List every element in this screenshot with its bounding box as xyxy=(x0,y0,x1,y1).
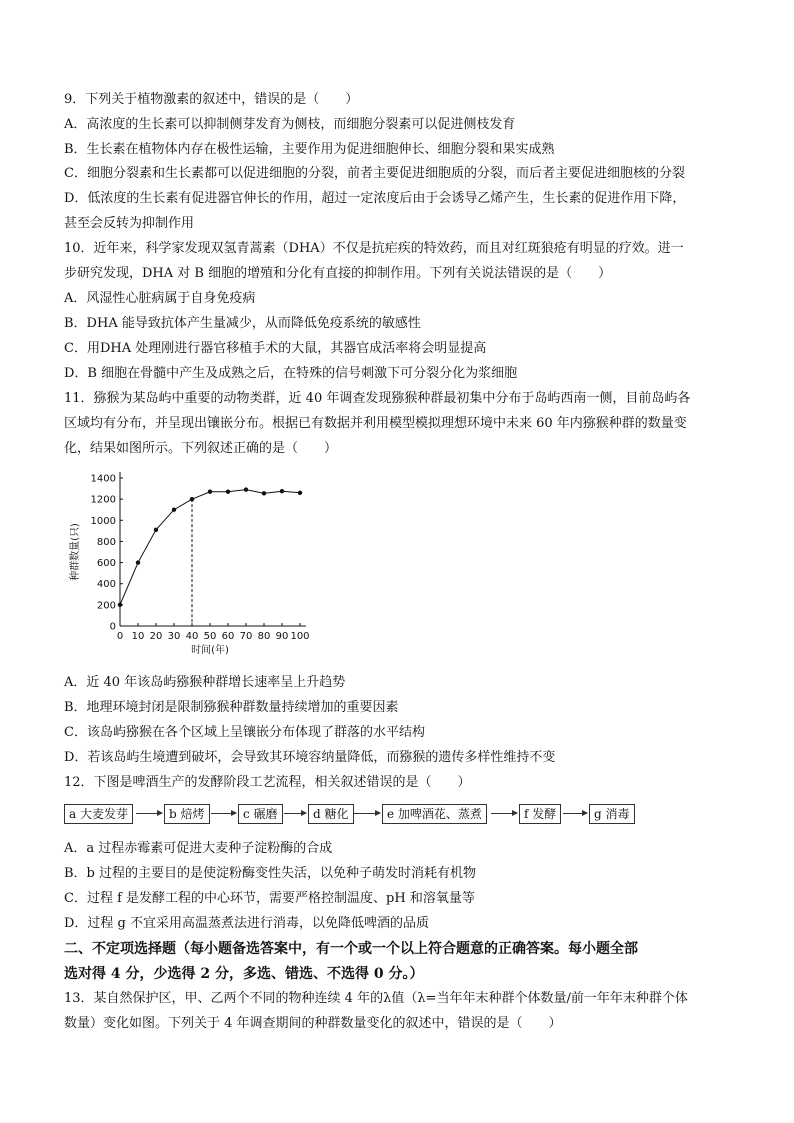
chart-marks xyxy=(118,487,302,626)
x-tick-label: 10 xyxy=(131,631,145,642)
q9-stem: 9．下列关于植物激素的叙述中，错误的是（ ） xyxy=(64,92,359,107)
x-tick-label: 20 xyxy=(149,631,163,642)
chart-x-axis-label: 时间(年) xyxy=(191,645,229,656)
q9-option-d-cont: 甚至会反转为抑制作用 xyxy=(64,216,195,231)
q10-stem-line1: 10．近年来，科学家发现双氢青蒿素（DHA）不仅是抗疟疾的特效药，而且对红斑狼疮有明显的疗效。进一 xyxy=(64,241,684,256)
section2-heading-line1: 二、不定项选择题（每小题备选答案中，有一个或一个以上符合题意的正确答案。每小题全部 xyxy=(64,941,638,957)
x-tick-label: 70 xyxy=(239,631,253,642)
q11-option-a: A．近 40 年该岛屿猕猴种群增长速率呈上升趋势 xyxy=(64,675,346,690)
series-line xyxy=(120,490,300,605)
q12-option-d: D．过程 g 不宜采用高温蒸煮法进行消毒，以免降低啤酒的品质 xyxy=(64,916,430,931)
data-point xyxy=(172,508,176,512)
x-tick-label: 100 xyxy=(290,631,310,642)
y-tick-label: 1200 xyxy=(90,494,116,506)
y-tick-label: 0 xyxy=(109,621,116,633)
y-tick-label: 1000 xyxy=(90,515,116,527)
x-tick-label: 90 xyxy=(275,631,289,642)
flow-step-c: c 碾磨 xyxy=(238,804,283,824)
flow-arrow xyxy=(211,813,236,814)
data-point xyxy=(244,487,248,491)
x-tick-label: 40 xyxy=(185,631,199,642)
x-tick-label: 0 xyxy=(116,631,124,642)
population-line-chart xyxy=(64,466,324,666)
q12-option-a: A．a 过程赤霉素可促进大麦种子淀粉酶的合成 xyxy=(64,841,333,856)
flow-arrow xyxy=(136,813,162,814)
y-tick-label: 400 xyxy=(96,579,116,591)
x-tick-label: 80 xyxy=(257,631,271,642)
flow-step-f: f 发酵 xyxy=(519,804,561,824)
q9-option-d: D．低浓度的生长素有促进器官伸长的作用，超过一定浓度后由于会诱导乙烯产生，生长素的促进作用下降， xyxy=(64,191,686,206)
flow-step-a: a 大麦发芽 xyxy=(64,804,133,824)
data-point xyxy=(208,490,212,494)
x-tick-label: 30 xyxy=(167,631,181,642)
q12-option-b: B．b 过程的主要目的是使淀粉酶变性失活，以免种子萌发时消耗有机物 xyxy=(64,866,477,881)
flow-arrow xyxy=(491,813,517,814)
q13-stem-line1: 13．某自然保护区，甲、乙两个不同的物种连续 4 年的λ值（λ=当年年末种群个体数量/前一年年末种群个体 xyxy=(64,991,688,1006)
q10-option-d: D．B 细胞在骨髓中产生及成熟之后，在特殊的信号刺激下可分裂分化为浆细胞 xyxy=(64,366,518,381)
chart-y-axis-label: 种群数量(只) xyxy=(70,523,81,581)
q9-option-a: A．高浓度的生长素可以抑制侧芽发育为侧枝，而细胞分裂素可以促进侧枝发育 xyxy=(64,117,516,132)
data-point xyxy=(262,491,266,495)
data-point xyxy=(190,497,194,501)
x-tick-label: 60 xyxy=(221,631,235,642)
q11-option-c: C．该岛屿猕猴在各个区域上呈镶嵌分布体现了群落的水平结构 xyxy=(64,725,425,740)
data-point xyxy=(136,560,140,564)
q11-stem-line3: 化，结果如图所示。下列叙述正确的是（ ） xyxy=(64,441,338,456)
y-tick-label: 800 xyxy=(96,536,116,548)
data-point xyxy=(118,603,122,607)
q10-option-a: A．风湿性心脏病属于自身免疫病 xyxy=(64,291,256,306)
q9-option-c: C．细胞分裂素和生长素都可以促进细胞的分裂，前者主要促进细胞质的分裂，而后者主要促进细胞核的分裂 xyxy=(64,166,685,181)
flow-step-g: g 消毒 xyxy=(589,804,635,824)
flow-arrow xyxy=(284,813,306,814)
q10-stem-line2: 步研究发现，DHA 对 B 细胞的增殖和分化有直接的抑制作用。下列有关说法错误的是（ ） xyxy=(64,266,612,281)
section2-heading-line2: 选对得 4 分，少选得 2 分，多选、错选、不选得 0 分。） xyxy=(64,966,424,982)
y-tick-label: 1400 xyxy=(90,473,116,485)
q13-stem-line2: 数量）变化如图。下列关于 4 年调查期间的种群数量变化的叙述中，错误的是（ ） xyxy=(64,1016,562,1031)
brewing-flow-diagram xyxy=(64,804,644,826)
q10-option-c: C．用DHA 处理刚进行器官移植手术的大鼠，其器官成活率将会明显提高 xyxy=(64,341,487,356)
data-point xyxy=(298,491,302,495)
data-point xyxy=(154,528,158,532)
q11-stem-line2: 区域均有分布，并呈现出镶嵌分布。根据已有数据并利用模型模拟理想环境中未来 60 年内猕猴种群的数量变 xyxy=(64,416,687,431)
q10-option-b: B．DHA 能导致抗体产生量减少，从而降低免疫系统的敏感性 xyxy=(64,316,421,331)
data-point xyxy=(226,490,230,494)
chart-axes xyxy=(91,472,310,642)
flow-step-d: d 糖化 xyxy=(308,804,354,824)
flow-step-b: b 焙烤 xyxy=(164,804,210,824)
q11-option-b: B．地理环境封闭是限制猕猴种群数量持续增加的重要因素 xyxy=(64,700,399,715)
data-point xyxy=(280,489,284,493)
flow-step-e: e 加啤酒花、蒸煮 xyxy=(382,804,487,824)
q11-stem-line1: 11．猕猴为某岛屿中重要的动物类群，近 40 年调查发现猕猴种群最初集中分布于岛屿西南一侧，目前岛屿各 xyxy=(64,391,691,406)
q11-option-d: D．若该岛屿生境遭到破坏，会导致其环境容纳量降低，而猕猴的遗传多样性维持不变 xyxy=(64,750,556,765)
q12-stem: 12．下图是啤酒生产的发酵阶段工艺流程，相关叙述错误的是（ ） xyxy=(64,775,471,790)
flow-arrow xyxy=(354,813,380,814)
x-tick-label: 50 xyxy=(203,631,217,642)
q12-option-c: C．过程 f 是发酵工程的中心环节，需要严格控制温度、pH 和溶氧量等 xyxy=(64,891,475,906)
y-tick-label: 600 xyxy=(96,558,116,570)
flow-arrow xyxy=(563,813,587,814)
q9-option-b: B．生长素在植物体内存在极性运输，主要作用为促进细胞伸长、细胞分裂和果实成熟 xyxy=(64,142,555,157)
y-tick-label: 200 xyxy=(96,600,116,612)
